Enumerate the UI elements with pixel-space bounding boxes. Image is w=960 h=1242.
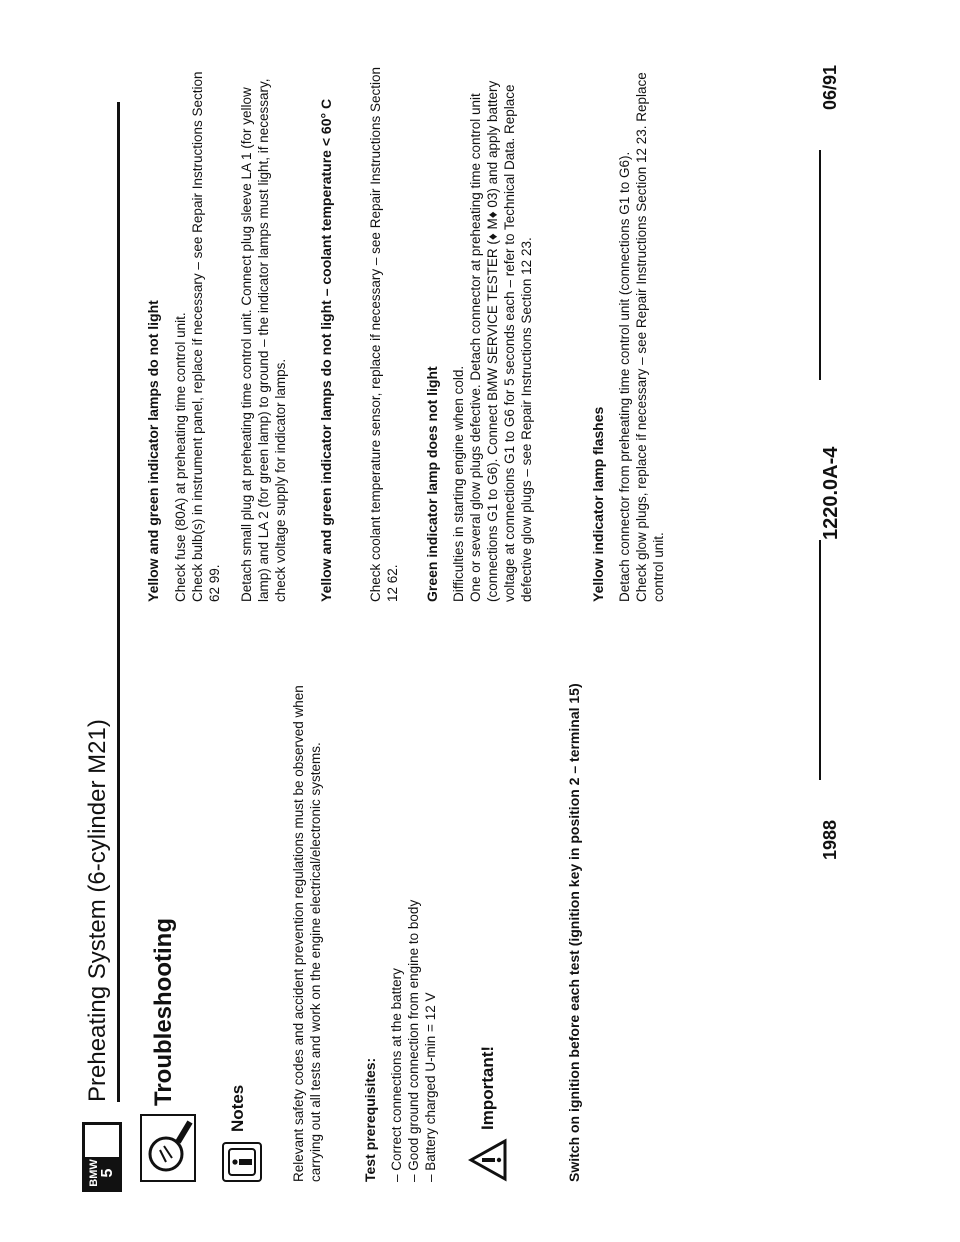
page-year-screen: 1988: [820, 819, 840, 860]
bmw-badge-label: BMW: [87, 1159, 100, 1187]
bmw-badge-dark: [85, 1157, 119, 1189]
section-heading: Green indicator lamp does not light: [424, 366, 440, 602]
text-line: Check glow plugs, replace if necessary – see Repair Instructions Section 12 23. Replace control unit.: [634, 72, 666, 602]
warning-icon: [468, 1138, 508, 1182]
title-rule: [117, 102, 120, 1102]
bmw-badge-series: 5: [98, 1168, 116, 1178]
section-heading: Yellow and green indicator lamps do not light: [145, 300, 161, 602]
text-line: Detach connector from preheating time control unit (connections G1 to G6).: [617, 151, 632, 602]
page-code-screen: 1220.0A-4: [820, 446, 842, 540]
list-item: – Correct connections at the battery: [389, 968, 404, 1182]
ignition-instruction: Switch on ignition before each test (ignition key in position 2 – terminal 15): [566, 683, 582, 1182]
bmw-badge-light: [85, 1125, 119, 1157]
prereq-list: [388, 642, 439, 1182]
page-title: Preheating System (6-cylinder M21): [84, 719, 111, 1102]
section-text: Detach small plug at preheating time control unit. Connect plug sleeve LA 1 (for yellow lamp) and LA 2 (for green lamp) to ground – the indicator lamps must light, if necessary, check voltage supply for indicator lamps.: [239, 78, 288, 602]
text-line: Check fuse (80A) at preheating time control unit.: [173, 312, 188, 602]
list-item: – Good ground connection from engine to body: [406, 899, 421, 1182]
section-heading: Yellow indicator lamp flashes: [590, 406, 606, 602]
section-text: [616, 62, 667, 602]
text-line: Difficulties in starting engine when cold.: [451, 365, 466, 602]
section-text: [172, 62, 223, 602]
info-icon: [222, 1142, 262, 1182]
notes-heading: Notes: [228, 1084, 247, 1132]
list-item: – Battery charged U-min = 12 V: [423, 992, 438, 1182]
page-date-screen: 06/91: [820, 64, 840, 110]
magnifier-icon: [140, 1114, 196, 1182]
header-strip-screen: [800, 0, 860, 1242]
notes-text: Relevant safety codes and accident prevention regulations must be observed when carrying out all tests and work on the engine electrical/electronic systems.: [291, 685, 323, 1182]
text-line: Check bulb(s) in instrument panel, replace if necessary – see Repair Instructions Section 62 99.: [190, 71, 222, 602]
troubleshooting-heading: Troubleshooting: [150, 918, 177, 1106]
section-text: Check coolant temperature sensor, replace if necessary – see Repair Instructions Section 12 62.: [368, 66, 400, 602]
text-line: One or several glow plugs defective. Detach connector at preheating time control unit (connections G1 to G6). Connect BMW SERVICE TESTER (♦ M♦ 03) and apply battery voltage at connections G1 to G6 for 5 seconds each – refer to Technical Data. Replace defective glow plugs – see Repair Instructions Section 12 23.: [468, 80, 534, 602]
section-text: [450, 62, 535, 602]
prereq-heading: Test prerequisites:: [362, 1057, 378, 1182]
important-heading: Important!: [478, 1045, 497, 1130]
section-heading: Yellow and green indicator lamps do not light – coolant temperature < 60° C: [318, 98, 334, 602]
bmw-badge: [82, 1122, 122, 1192]
